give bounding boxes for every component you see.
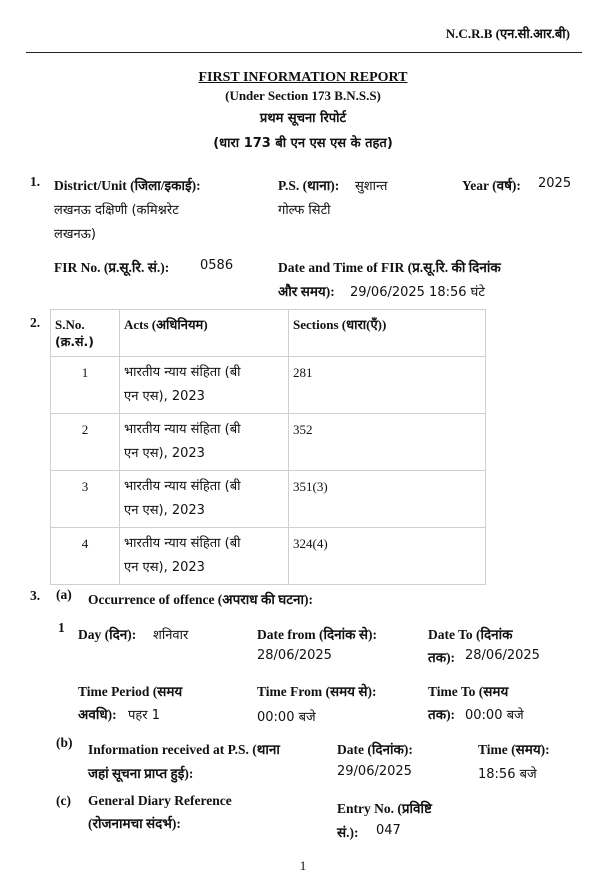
act-line1: भारतीय न्याय संहिता (बी (124, 536, 241, 551)
sub-c-label: (c) (56, 793, 71, 808)
header-sections: Sections (धारा(एँ)) (289, 310, 486, 357)
entry-no-label-line1: Entry No. (प्रविष्टि (337, 801, 432, 816)
header-sno-en: S.No. (55, 317, 85, 332)
fir-datetime-value: 29/06/2025 18:56 घंटे (350, 285, 485, 300)
row-sno: 4 (51, 528, 120, 585)
ps-value-line2: गोल्फ सिटी (278, 203, 331, 218)
time-to-label-line2: तक): (428, 707, 456, 722)
time-period-label-line2: अवधि): (78, 707, 117, 722)
info-received-label-line1: Information received at P.S. (थाना (88, 742, 280, 757)
header-sno-hi: (क्र.सं.) (55, 334, 94, 349)
act-line2: एन एस), 2023 (124, 389, 205, 404)
report-subtitle: (Under Section 173 B.N.S.S) (225, 88, 381, 103)
district-label: District/Unit (जिला/इकाई): (54, 178, 201, 193)
act-line2: एन एस), 2023 (124, 503, 205, 518)
page-number: 1 (299, 858, 307, 873)
table-header-row (51, 310, 486, 357)
info-date-label: Date (दिनांक): (337, 742, 413, 757)
report-title: FIRST INFORMATION REPORT (198, 70, 408, 85)
date-to-value: 28/06/2025 (465, 648, 540, 663)
header-sno (51, 310, 120, 357)
report-subtitle-hindi: (धारा 173 बी एन एस एस के तहत) (213, 136, 393, 151)
row-section: 324(4) (289, 528, 486, 585)
year-label: Year (वर्ष): (462, 178, 521, 193)
info-received-label-line2: जहां सूचना प्राप्त हुई): (88, 766, 194, 781)
info-time-value: 18:56 बजे (478, 767, 537, 782)
ps-label: P.S. (थाना): (278, 178, 340, 193)
sub-a-label: (a) (56, 587, 72, 602)
day-label: Day (दिन): (78, 627, 137, 642)
time-from-value: 00:00 बजे (257, 710, 316, 725)
info-time-label: Time (समय): (478, 742, 550, 757)
time-to-value: 00:00 बजे (465, 708, 524, 723)
entry-no-label-line2: सं.): (337, 825, 359, 840)
row-sno: 3 (51, 471, 120, 528)
act-line2: एन एस), 2023 (124, 560, 205, 575)
row-act (120, 414, 289, 471)
row-act (120, 528, 289, 585)
header-divider (26, 52, 582, 53)
date-from-value: 28/06/2025 (257, 648, 332, 663)
row-act (120, 471, 289, 528)
table-row (51, 471, 486, 528)
district-value-line2: लखनऊ) (54, 227, 96, 242)
time-period-label-line1: Time Period (समय (78, 684, 183, 699)
row-section: 352 (289, 414, 486, 471)
sub-b-label: (b) (56, 735, 73, 750)
table-row (51, 528, 486, 585)
gd-reference-label-line1: General Diary Reference (88, 793, 232, 808)
occurrence-label: Occurrence of offence (अपराध की घटना): (88, 592, 313, 607)
section-3-number: 3. (30, 588, 41, 603)
fir-number-value: 0586 (200, 258, 234, 273)
info-date-value: 29/06/2025 (337, 764, 412, 779)
entry-no-value: 047 (376, 823, 401, 838)
row-section: 351(3) (289, 471, 486, 528)
row-sno: 1 (51, 357, 120, 414)
table-row (51, 357, 486, 414)
header-acts: Acts (अधिनियम) (120, 310, 289, 357)
row-act (120, 357, 289, 414)
year-value: 2025 (538, 176, 572, 191)
fir-datetime-label-line1: Date and Time of FIR (प्र.सू.रि. की दिनांक (278, 260, 501, 275)
district-value-line1: लखनऊ दक्षिणी (कमिश्नरेट (54, 203, 179, 218)
ps-value-line1: सुशान्त (355, 179, 388, 194)
act-line1: भारतीय न्याय संहिता (बी (124, 479, 241, 494)
date-to-label-line1: Date To (दिनांक (428, 627, 513, 642)
time-from-label: Time From (समय से): (257, 684, 377, 699)
time-period-value: पहर 1 (128, 708, 161, 723)
date-from-label: Date from (दिनांक से): (257, 627, 377, 642)
row-sno: 2 (51, 414, 120, 471)
fir-number-label: FIR No. (प्र.सू.रि. सं.): (54, 260, 170, 275)
section-2-number: 2. (30, 315, 41, 330)
day-value: शनिवार (153, 628, 189, 643)
occurrence-sub-number: 1 (58, 620, 65, 635)
act-line1: भारतीय न्याय संहिता (बी (124, 422, 241, 437)
table-row (51, 414, 486, 471)
section-1-number: 1. (30, 174, 41, 189)
row-section: 281 (289, 357, 486, 414)
acts-sections-table (50, 309, 486, 585)
act-line2: एन एस), 2023 (124, 446, 205, 461)
gd-reference-label-line2: (रोजनामचा संदर्भ): (88, 816, 181, 831)
act-line1: भारतीय न्याय संहिता (बी (124, 365, 241, 380)
report-title-hindi: प्रथम सूचना रिपोर्ट (259, 111, 347, 126)
fir-datetime-label-line2: और समय): (278, 284, 335, 299)
date-to-label-line2: तक): (428, 650, 456, 665)
time-to-label-line1: Time To (समय (428, 684, 509, 699)
ncrb-header: N.C.R.B (एन.सी.आर.बी) (445, 26, 570, 41)
